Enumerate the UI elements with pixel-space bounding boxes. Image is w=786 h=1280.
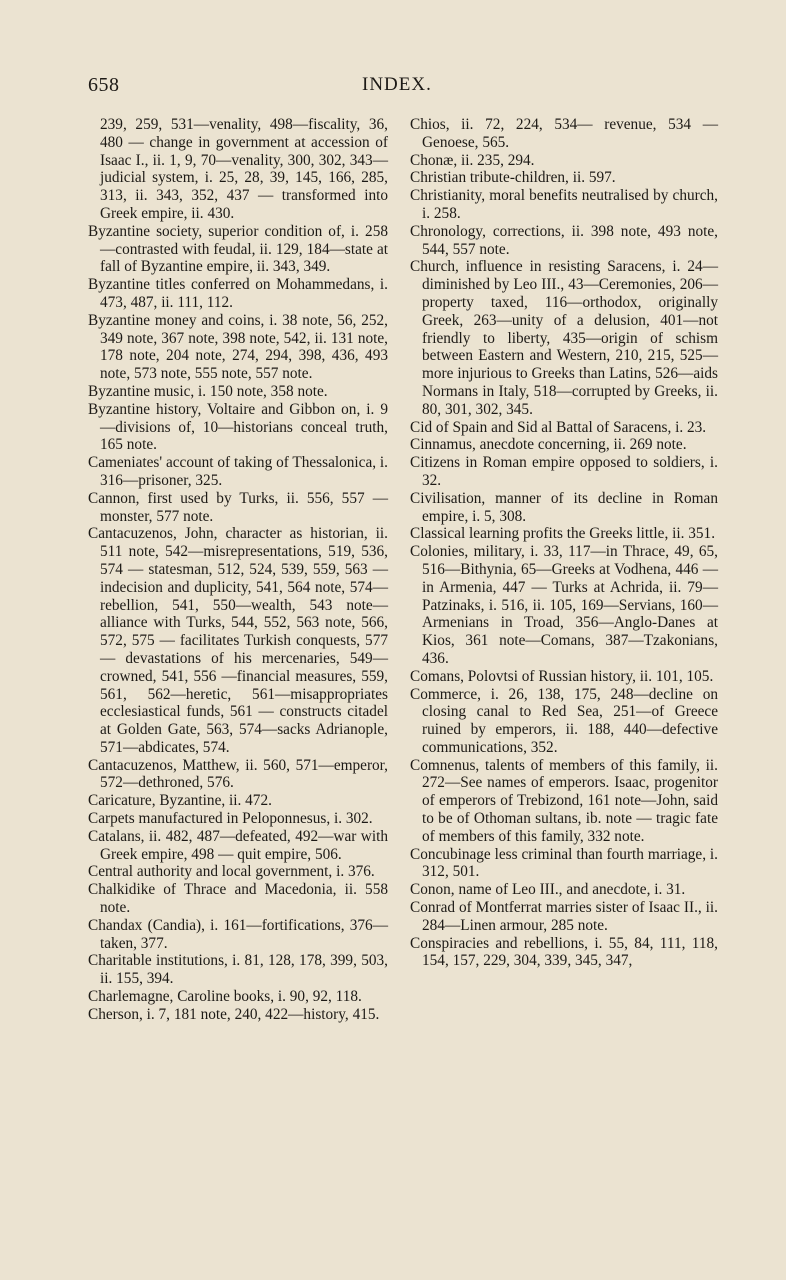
index-entry: Church, influence in resisting Saracens, i. 24—diminished by Leo III., 43—Ceremonies, 206—property taxed, 116—orthodox, originally Greek, 263—unity of a delusion, 401—not friendly to liberty, 435—origin of schism between Eastern and Western, 210, 215, 525—more injurious to Greeks than Latins, 526—aids Normans in Italy, 518—corrupted by Greeks, ii. 80, 301, 302, 345. [410,258,718,418]
index-entry: Christianity, moral benefits neutralised by church, i. 258. [410,187,718,222]
right-column [410,116,718,970]
index-entry: Cameniates' account of taking of Thessalonica, i. 316—prisoner, 325. [88,454,388,489]
index-entry: Byzantine society, superior condition of, i. 258—contrasted with feudal, ii. 129, 184—state at fall of Byzantine empire, ii. 343, 349. [88,222,388,276]
index-entry: Cantacuzenos, John, character as historian, ii. 511 note, 542—misrepresentations, 519, 536, 574 — statesman, 512, 524, 539, 559, 563 —indecision and duplicity, 541, 564 note, 574—rebellion, 541, 550—wealth, 543 note—alliance with Turks, 544, 552, 563 note, 566, 572, 575 — facilitates Turkish conquests, 577 — devastations of his mercenaries, 549—crowned, 541, 556 —financial measures, 559, 561, 562—heretic, 561—misappropriates ecclesiastical funds, 561 — constructs citadel at Golden Gate, 563, 574—sacks Adrianople, 571—abdicates, 574. [88,525,388,756]
index-entry: Byzantine history, Voltaire and Gibbon on, i. 9—divisions of, 10—historians conceal truth, 165 note. [88,400,388,454]
index-entry: Cid of Spain and Sid al Battal of Saracens, i. 23. [410,418,707,436]
index-entry: Byzantine music, i. 150 note, 358 note. [88,382,328,400]
index-entry: Chalkidike of Thrace and Macedonia, ii. 558 note. [88,881,388,917]
index-entry: Cantacuzenos, Matthew, ii. 560, 571—emperor, 572—dethroned, 576. [88,756,388,792]
index-entry: Chios, ii. 72, 224, 534— revenue, 534 — Genoese, 565. [410,116,718,151]
index-entry: Commerce, i. 26, 138, 175, 248—decline on closing canal to Red Sea, 251—of Greece ruined by emperors, ii. 188, 440—defective communications, 352. [410,685,718,756]
index-entry: Caricature, Byzantine, ii. 472. [88,792,272,810]
index-entry: Central authority and local government, i. 376. [88,863,375,881]
index-entry: Chronology, corrections, ii. 398 note, 493 note, 544, 557 note. [410,222,718,258]
index-entry: Comnenus, talents of members of this family, ii. 272—See names of emperors. Isaac, progenitor of emperors of Trebizond, 161 note—John, said to be of Othoman sultans, ib. note — tragic fate of members of this family, 332 note. [410,756,718,845]
index-entry: Carpets manufactured in Peloponnesus, i. 302. [88,810,373,828]
index-entry: Citizens in Roman empire opposed to soldiers, i. 32. [410,454,718,489]
index-entry: Byzantine money and coins, i. 38 note, 56, 252, 349 note, 367 note, 398 note, 542, ii. 131 note, 178 note, 204 note, 274, 294, 398, 436, 493 note, 573 note, 555 note, 557 note. [88,311,388,383]
index-entry: Chandax (Candia), i. 161—fortifications, 376—taken, 377. [88,916,388,952]
index-entry: Christian tribute-children, ii. 597. [410,169,616,187]
index-entry: Chonæ, ii. 235, 294. [410,151,535,169]
index-entry: Cannon, first used by Turks, ii. 556, 557 —monster, 577 note. [88,489,388,525]
running-head: INDEX. [362,74,432,95]
index-entry: Charlemagne, Caroline books, i. 90, 92, 118. [88,988,362,1006]
index-entry: Cinnamus, anecdote concerning, ii. 269 note. [410,436,687,454]
index-entry: Concubinage less criminal than fourth marriage, i. 312, 501. [410,845,718,881]
index-entry: Colonies, military, i. 33, 117—in Thrace, 49, 65, 516—Bithynia, 65—Greeks at Vodhena, 446 — in Armenia, 447 — Turks at Achrida, ii. 79—Patzinaks, i. 516, ii. 105, 169—Servians, 160—Armenians in Troad, 356—Anglo-Danes at Kios, 361 note—Comans, 387—Tzakonians, 436. [410,543,718,667]
page-number: 658 [88,74,120,96]
index-entry: Catalans, ii. 482, 487—defeated, 492—war with Greek empire, 498 — quit empire, 506. [88,827,388,863]
index-entry: 239, 259, 531—venality, 498—fiscality, 36, 480 — change in government at accession of Isaac I., ii. 1, 9, 70—venality, 300, 302, 343—judicial system, i. 25, 28, 39, 145, 166, 285, 313, ii. 343, 352, 437 — transformed into Greek empire, ii. 430. [100,116,388,222]
left-column [88,116,388,1024]
index-entry: Civilisation, manner of its decline in Roman empire, i. 5, 308. [410,489,718,525]
index-entry: Charitable institutions, i. 81, 128, 178, 399, 503, ii. 155, 394. [88,952,388,988]
index-entry: Comans, Polovtsi of Russian history, ii. 101, 105. [410,667,714,685]
index-entry: Conspiracies and rebellions, i. 55, 84, 111, 118, 154, 157, 229, 304, 339, 345, 347, [410,934,718,970]
index-entry: Byzantine titles conferred on Mohammedans, i. 473, 487, ii. 111, 112. [88,276,388,311]
index-entry: Conrad of Montferrat marries sister of Isaac II., ii. 284—Linen armour, 285 note. [410,899,718,934]
index-entry: Conon, name of Leo III., and anecdote, i. 31. [410,881,686,899]
index-entry: Cherson, i. 7, 181 note, 240, 422—history, 415. [88,1005,380,1023]
index-entry: Classical learning profits the Greeks little, ii. 351. [410,525,716,543]
